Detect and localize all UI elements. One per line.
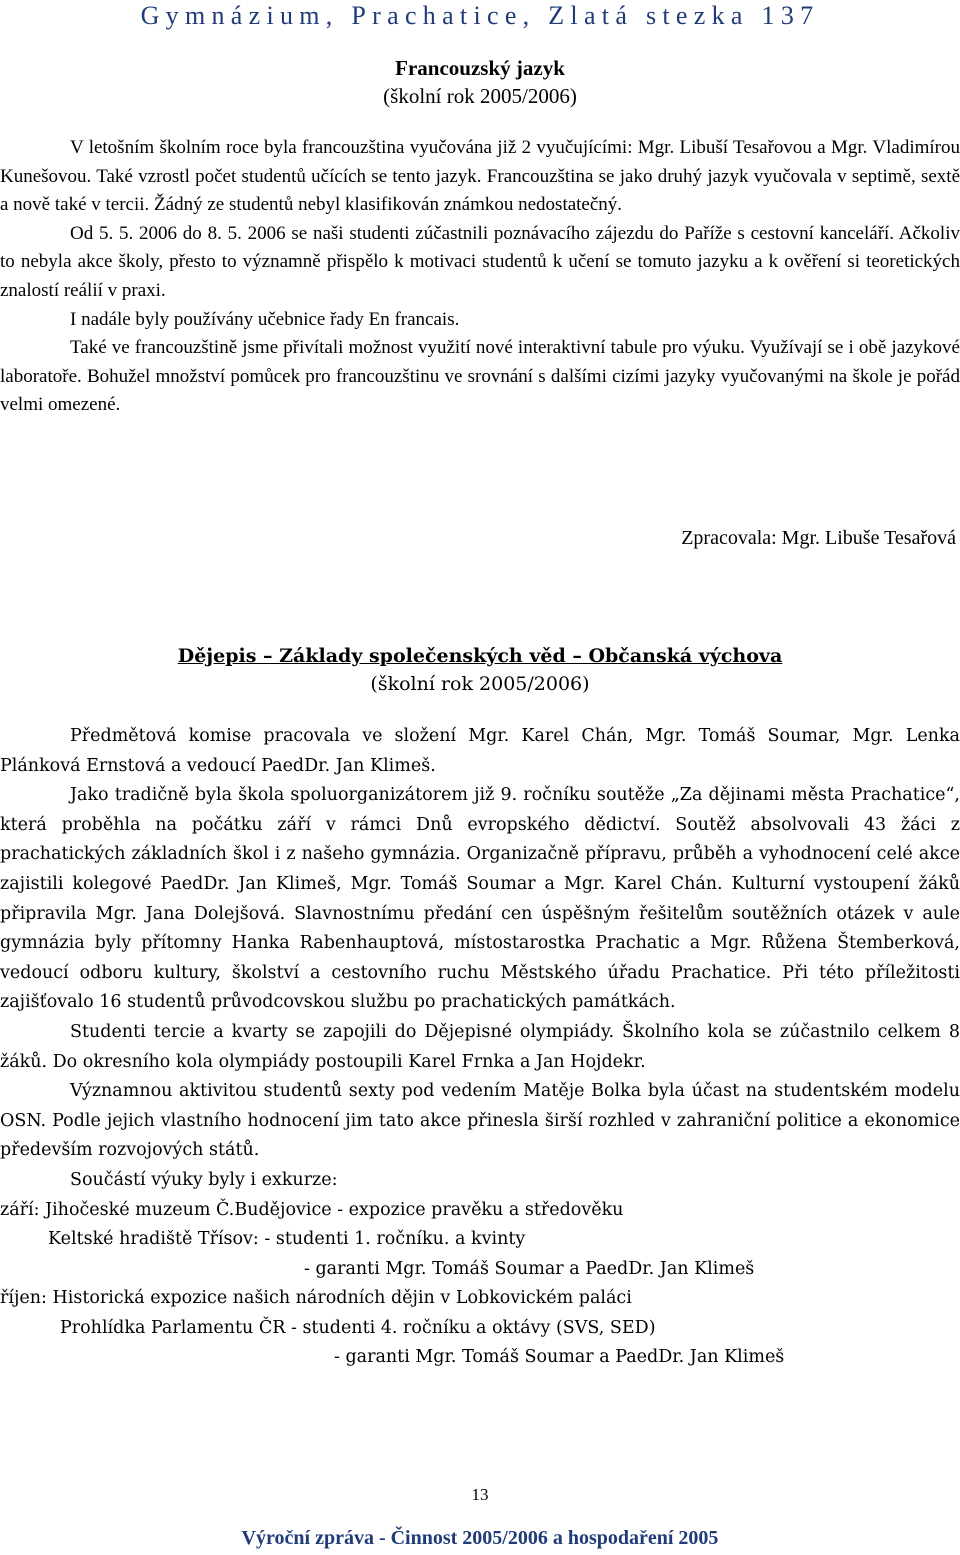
excursion-line: - garanti Mgr. Tomáš Soumar a PaedDr. Jan Klimeš — [304, 1258, 755, 1279]
section-subtitle: (školní rok 2005/2006) — [383, 84, 577, 108]
section-french — [0, 54, 960, 420]
paragraph: V letošním školním roce byla francouzština vyučována již 2 vyučujícími: Mgr. Libuší Tesařovou a Mgr. Vladimírou Kunešovou. Také vzrostl počet studentů učících se tento jazyk. Francouzština se jako druhý jazyk vyučovala v septimě, sextě a nově také v tercii. Žádný ze studentů nebyl klasifikován známkou nedostatečný. — [0, 137, 960, 216]
excursion-line: Prohlídka Parlamentu ČR - studenti 4. ročníku a oktávy (SVS, SED) — [60, 1317, 656, 1338]
section-title: Dějepis – Základy společenských věd – Občanská výchova — [177, 645, 783, 667]
signature: Zpracovala: Mgr. Libuše Tesařová — [681, 527, 956, 549]
paragraph: Také ve francouzštině jsme přivítali možnost využití nové interaktivní tabule pro výuku. Využívají se i obě jazykové laboratoře. Bohužel množství pomůcek pro francouzštinu ve srovnání s dalšími cizími jazyky vyučovanými na škole je pořád velmi omezené. — [0, 337, 960, 416]
page-number: 13 — [471, 1485, 489, 1504]
paragraph: Od 5. 5. 2006 do 8. 5. 2006 se naši studenti zúčastnili poznávacího zájezdu do Paříže s cestovní kanceláří. Ačkoliv to nebyla akce školy, přesto to významně přispělo k motivaci studentů k učení se tomuto jazyku a k ověření si teoretických znalostí reálií v praxi. — [0, 222, 960, 301]
excursion-line: září: Jihočeské muzeum Č.Budějovice - expozice pravěku a středověku — [0, 1199, 624, 1220]
paragraph: I nadále byly používány učebnice řady En francais. — [70, 308, 460, 330]
section-history — [0, 642, 960, 1373]
section-title: Francouzský jazyk — [395, 56, 565, 80]
excursion-line: říjen: Historická expozice našich národních dějin v Lobkovickém paláci — [0, 1288, 632, 1309]
excursion-line: Keltské hradiště Třísov: - studenti 1. ročníku. a kvinty — [48, 1229, 526, 1250]
section-body — [0, 134, 960, 420]
excursion-line: - garanti Mgr. Tomáš Soumar a PaedDr. Jan Klimeš — [334, 1347, 785, 1368]
page-header: Gymnázium, Prachatice, Zlatá stezka 137 — [140, 1, 820, 30]
section-body — [0, 722, 960, 1373]
paragraph: Jako tradičně byla škola spoluorganizátorem již 9. ročníku soutěže „Za dějinami města Prachatice“, která proběhla na počátku září v rámci Dnů evropského dědictví. Soutěž absolvovali 43 žáci z prachatických základních škol i z našeho gymnázia. Organizačně přípravu, průběh a vyhodnocení celé akce zajistili kolegové PaedDr. Jan Klimeš, Mgr. Tomáš Soumar a Mgr. Karel Chán. Kulturní vystoupení žáků připravila Mgr. Jana Dolejšová. Slavnostnímu předání cen úspěšným řešitelům soutěžních otázek v aule gymnázia byly přítomny Hanka Rabenhauptová, místostarostka Prachatic a Mgr. Růžena Štemberková, vedoucí odboru kultury, školství a cestovního ruchu Městského úřadu Prachatice. Při této příležitosti zajišťovalo 16 studentů průvodcovskou službu po prachatických památkách. — [0, 785, 960, 1013]
section-subtitle: (školní rok 2005/2006) — [370, 673, 590, 695]
paragraph: Předmětová komise pracovala ve složení Mgr. Karel Chán, Mgr. Tomáš Soumar, Mgr. Lenka Plánková Ernstová a vedoucí PaedDr. Jan Klimeš. — [0, 726, 960, 776]
page-footer: Výroční zpráva - Činnost 2005/2006 a hospodaření 2005 — [241, 1527, 719, 1549]
paragraph: Součástí výuky byly i exkurze: — [70, 1169, 338, 1190]
paragraph: Studenti tercie a kvarty se zapojili do Dějepisné olympiády. Školního kola se zúčastnilo celkem 8 žáků. Do okresního kola olympiády postoupili Karel Frnka a Jan Hojdekr. — [0, 1021, 960, 1072]
paragraph: Významnou aktivitou studentů sexty pod vedením Matěje Bolka byla účast na studentském modelu OSN. Podle jejich vlastního hodnocení jim tato akce přinesla širší rozhled v zahraniční politice a ekonomice především rozvojových států. — [0, 1081, 960, 1161]
